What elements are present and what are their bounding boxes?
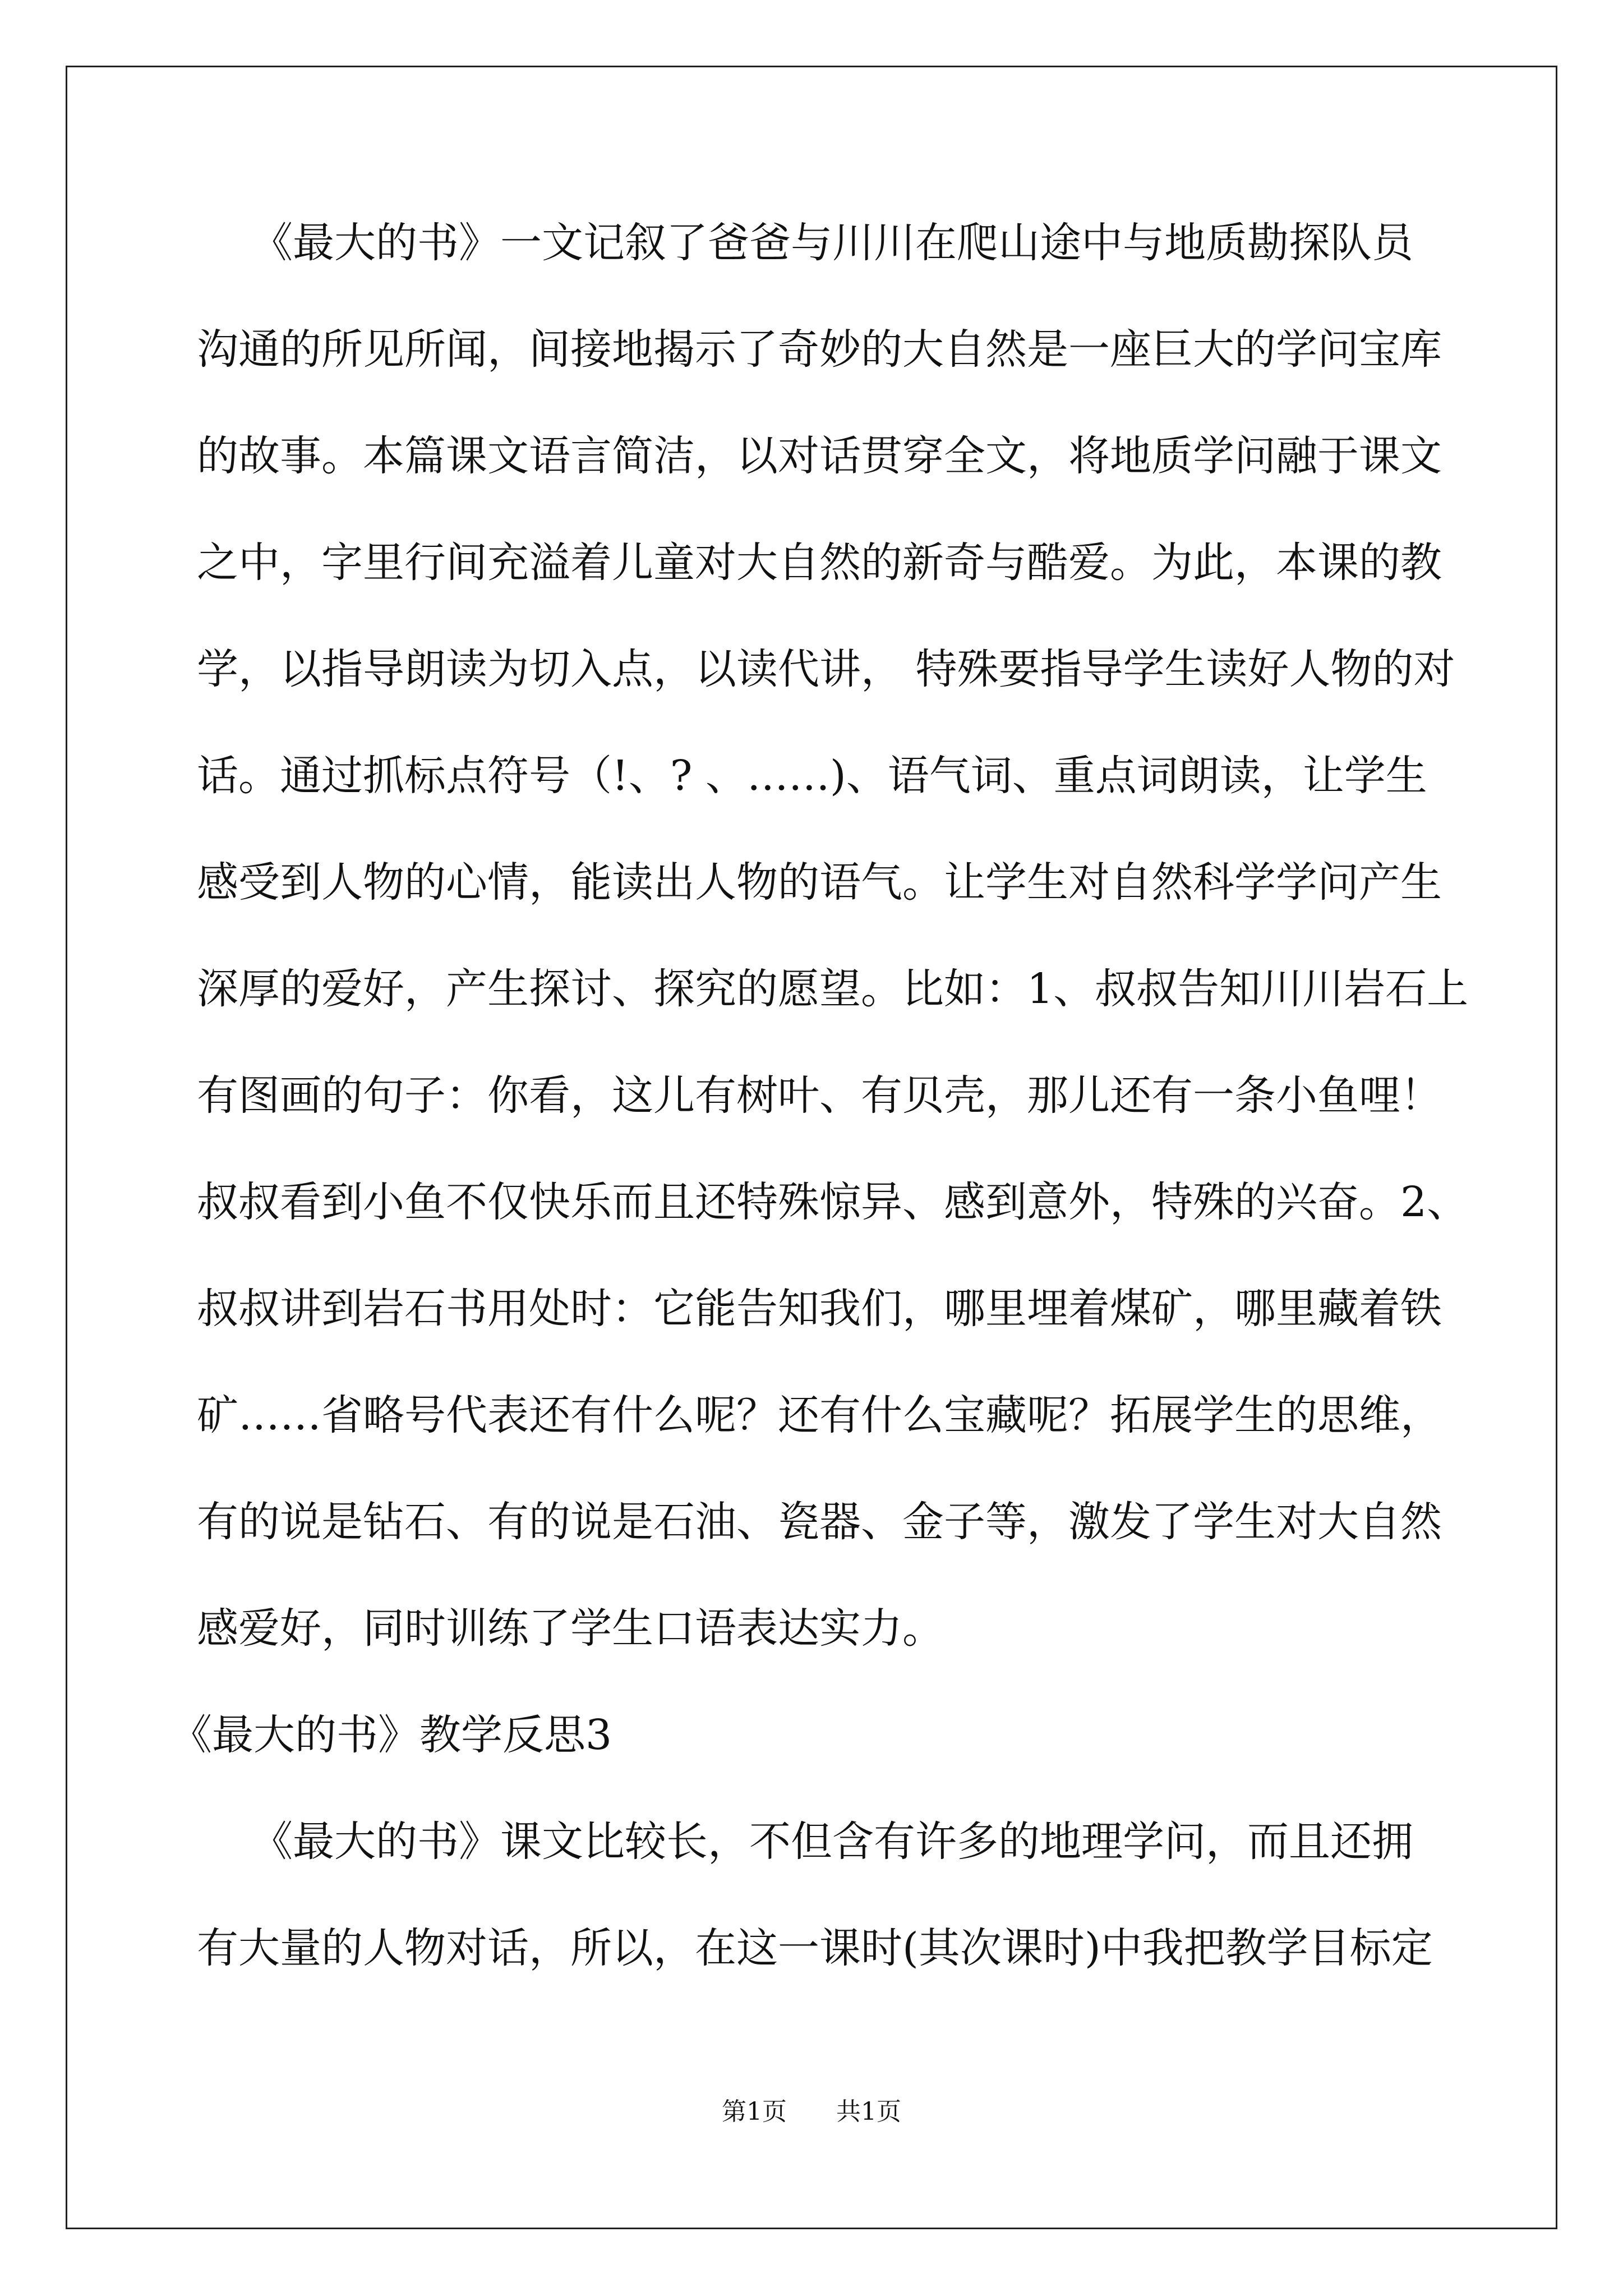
paragraph-line: 之中，字里行间充溢着儿童对大自然的新奇与酷爱。为此，本课的教 bbox=[197, 539, 1442, 587]
page-border bbox=[66, 66, 1557, 2229]
paragraph-line: 叔叔讲到岩石书用处时：它能告知我们，哪里埋着煤矿，哪里藏着铁 bbox=[197, 1285, 1442, 1333]
paragraph-line: 学，以指导朗读为切入点，以读代讲， 特殊要指导学生读好人物的对 bbox=[197, 645, 1455, 693]
page-footer bbox=[0, 2095, 1623, 2129]
paragraph-line: 有大量的人物对话，所以，在这一课时(其次课时)中我把教学目标定 bbox=[197, 1924, 1433, 1972]
section-heading: 《最大的书》教学反思3 bbox=[170, 1711, 612, 1759]
paragraph-line: 有的说是钻石、有的说是石油、瓷器、金子等，激发了学生对大自然 bbox=[197, 1498, 1442, 1546]
paragraph-line: 深厚的爱好，产生探讨、探究的愿望。比如：1、叔叔告知川川岩石上 bbox=[197, 965, 1469, 1013]
paragraph-line: 话。通过抓标点符号（!、? 、……)、语气词、重点词朗读，让学生 bbox=[197, 752, 1427, 800]
paragraph-line: 有图画的句子：你看，这儿有树叶、有贝壳，那儿还有一条小鱼哩！ bbox=[197, 1071, 1442, 1120]
paragraph-line: 矿……省略号代表还有什么呢？还有什么宝藏呢？拓展学生的思维， bbox=[197, 1391, 1442, 1439]
paragraph-line: 沟通的所见所闻，间接地揭示了奇妙的大自然是一座巨大的学问宝库 bbox=[197, 325, 1442, 374]
page-total: 共1页 bbox=[836, 2097, 901, 2126]
paragraph-line: 《最大的书》一文记叙了爸爸与川川在爬山途中与地质勘探队员 bbox=[251, 219, 1413, 267]
paragraph-line: 《最大的书》课文比较长，不但含有许多的地理学问，而且还拥 bbox=[251, 1818, 1413, 1866]
page-number: 第1页 bbox=[722, 2097, 787, 2126]
paragraph-line: 感受到人物的心情，能读出人物的语气。让学生对自然科学学问产生 bbox=[197, 858, 1442, 907]
paragraph-line: 感爱好，同时训练了学生口语表达实力。 bbox=[197, 1604, 944, 1653]
paragraph-line: 叔叔看到小鱼不仅快乐而且还特殊惊异、感到意外，特殊的兴奋。2、 bbox=[197, 1178, 1469, 1226]
paragraph-line: 的故事。本篇课文语言简洁，以对话贯穿全文，将地质学问融于课文 bbox=[197, 432, 1442, 480]
